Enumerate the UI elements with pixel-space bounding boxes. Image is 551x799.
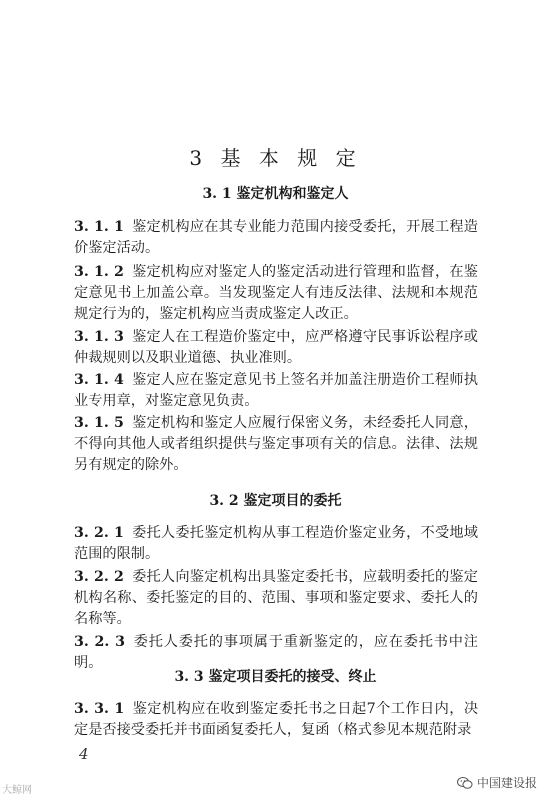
clause <box>74 699 478 741</box>
clause-number: 3. 3. 1 <box>74 701 125 717</box>
clause-text: 委托人委托鉴定机构从事工程造价鉴定业务，不受地域范围的限制。 <box>74 525 478 562</box>
clause <box>74 567 478 630</box>
section-title: 3. 3 鉴定项目委托的接受、终止 <box>174 669 377 685</box>
page-number: 4 <box>79 745 89 763</box>
clause <box>74 370 478 412</box>
section-title: 3. 2 鉴定项目的委托 <box>209 493 342 509</box>
clause-text: 委托人委托的事项属于重新鉴定的，应在委托书中注明。 <box>74 634 478 671</box>
clause-number: 3. 1. 1 <box>74 219 124 235</box>
clause <box>74 217 478 259</box>
watermark-left: 大鲸网 <box>2 785 32 796</box>
clause-text: 鉴定机构和鉴定人应履行保密义务，未经委托人同意，不得向其他人或者组织提供与鉴定事项有关的信息。法律、法规另有规定的除外。 <box>74 415 478 473</box>
clause-number: 3. 2. 1 <box>74 525 124 541</box>
clause-text: 鉴定人在工程造价鉴定中，应严格遵守民事诉讼程序或仲裁规则以及职业道德、执业准则。 <box>74 329 478 366</box>
clause-text: 鉴定机构应在其专业能力范围内接受委托，开展工程造价鉴定活动。 <box>74 219 478 256</box>
clause-text: 鉴定人应在鉴定意见书上签名并加盖注册造价工程师执业专用章，对鉴定意见负责。 <box>74 372 478 409</box>
watermark-right-label: 中国建设报 <box>476 776 537 790</box>
section-title: 3. 1 鉴定机构和鉴定人 <box>202 186 349 202</box>
clause-number: 3. 2. 3 <box>74 634 125 650</box>
clause <box>74 523 478 565</box>
clause <box>74 327 478 369</box>
clause-text: 鉴定机构应对鉴定人的鉴定活动进行管理和监督，在鉴定意见书上加盖公章。当发现鉴定人有违反法律、法规和本规范规定行为的，鉴定机构应当责成鉴定人改正。 <box>74 264 478 322</box>
clause-number: 3. 1. 4 <box>74 372 124 388</box>
watermark-right <box>457 774 537 791</box>
clause-text: 委托人向鉴定机构出具鉴定委托书，应载明委托的鉴定机构名称、委托鉴定的目的、范围、事项和鉴定要求、委托人的名称等。 <box>74 569 478 627</box>
wechat-icon <box>457 776 473 790</box>
clause-number: 3. 2. 2 <box>74 569 124 585</box>
clause <box>74 413 478 476</box>
clause <box>74 262 478 325</box>
chapter-title: 3 基 本 规 定 <box>189 146 362 170</box>
clause-number: 3. 1. 5 <box>74 415 124 431</box>
clause-number: 3. 1. 2 <box>74 264 124 280</box>
clause-text: 鉴定机构应在收到鉴定委托书之日起7个工作日内，决定是否接受委托并书面函复委托人，复函（格式参见本规范附录 <box>74 701 479 738</box>
clause-number: 3. 1. 3 <box>74 329 124 345</box>
